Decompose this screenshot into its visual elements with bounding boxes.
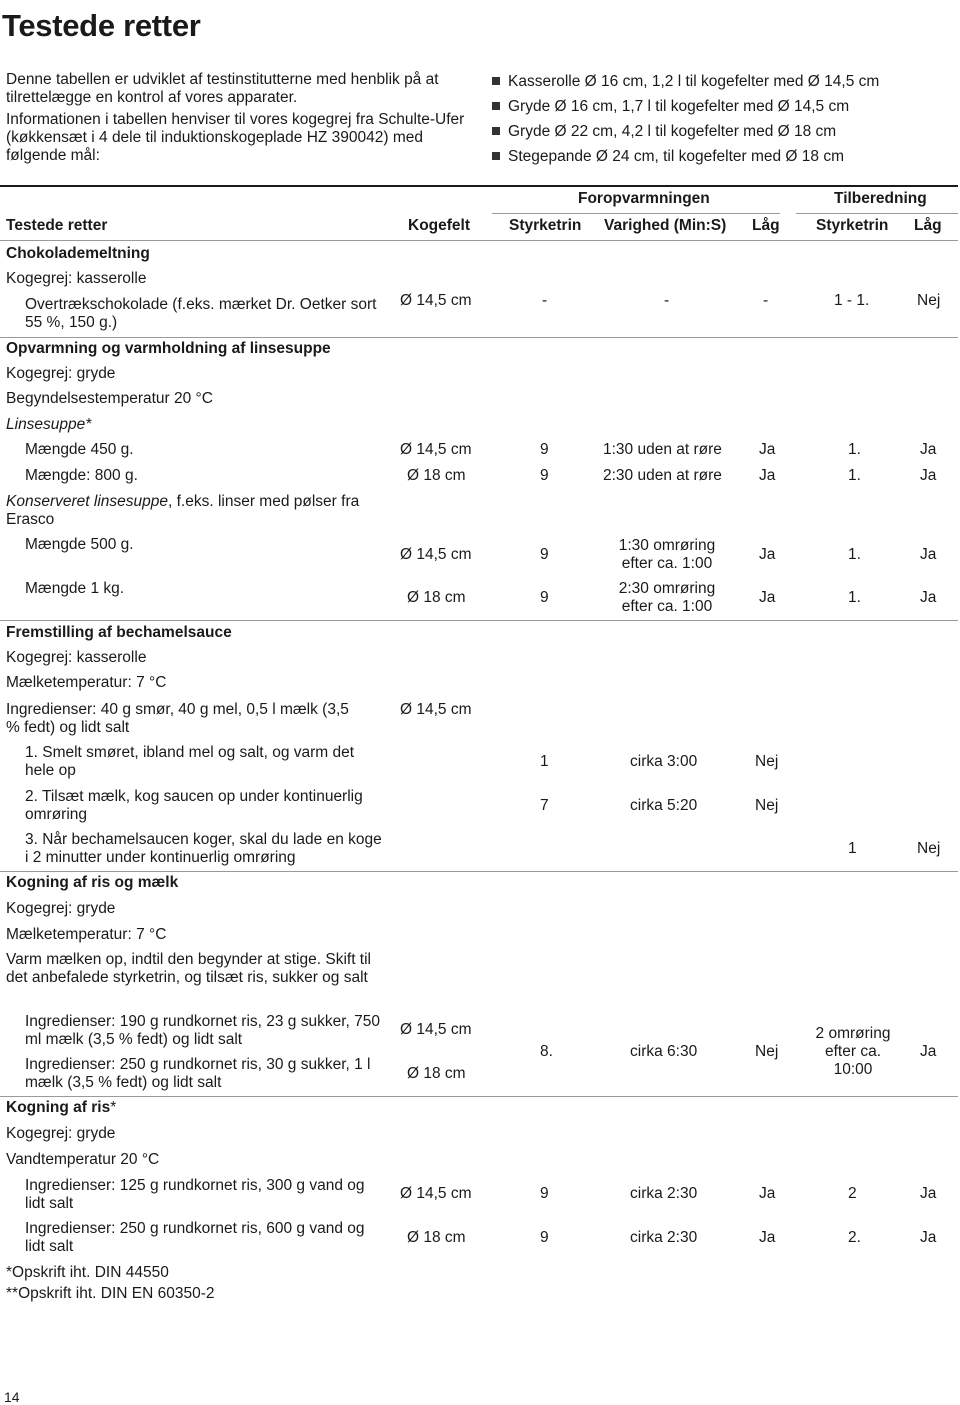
section-rule: [0, 337, 958, 338]
cell-varighed: cirka 6:30: [630, 1043, 698, 1060]
cell-varighed: cirka 2:30: [630, 1185, 698, 1202]
cell-varighed: -: [664, 292, 670, 309]
cell-varighed: 1:30 uden at røre: [603, 441, 722, 458]
cell-tilberedning-laag: Nej: [917, 840, 941, 857]
cell-styrketrin: 9: [540, 1229, 549, 1246]
cell-laag: Ja: [759, 441, 776, 458]
cell-laag: Ja: [759, 467, 776, 484]
section-rule: [0, 1096, 958, 1097]
table-row-label: 3. Når bechamelsaucen koger, skal du lade en koge i 2 minutter under kontinuerlig omrøring: [25, 831, 382, 866]
subsection-linsesuppe: Linsesuppe*: [6, 416, 92, 433]
ingredients: Ingredienser: 40 g smør, 40 g mel, 0,5 l mælk (3,5 % fedt) og lidt salt: [6, 701, 349, 736]
table-row-label: Ingredienser: 250 g rundkornet ris, 600 g vand og lidt salt: [25, 1220, 365, 1255]
cell-kogefelt: Ø 14,5 cm: [400, 292, 472, 309]
milk-temperature: Mælketemperatur: 7 °C: [6, 926, 167, 943]
cell-kogefelt: Ø 14,5 cm: [400, 546, 472, 563]
cell-tilberedning-laag: Ja: [920, 441, 937, 458]
cell-styrketrin: 9: [540, 441, 549, 458]
cell-varighed: 2:30 omrøring efter ca. 1:00: [618, 580, 716, 615]
instructions: Varm mælken op, indtil den begynder at stige. Skift til det anbefalede styrketrin, og tilsæt ris, sukker og salt: [6, 951, 371, 986]
section-title-ris-og-maelk: Kogning af ris og mælk: [6, 874, 179, 891]
table-row-label: Mængde: 800 g.: [25, 467, 138, 484]
bullet-square-icon: [492, 127, 500, 135]
cell-tilberedning-styrketrin: 1: [848, 840, 857, 857]
column-header-laag-2: Låg: [914, 217, 942, 234]
cell-styrketrin: 8.: [540, 1043, 553, 1060]
cell-tilberedning-laag: Ja: [920, 1043, 937, 1060]
bullet-square-icon: [492, 102, 500, 110]
section-title-linsesuppe: Opvarmning og varmholdning af linsesuppe: [6, 340, 331, 357]
column-header-kogefelt: Kogefelt: [408, 217, 470, 234]
header-rule: [0, 240, 958, 241]
cell-varighed: 1:30 omrøring efter ca. 1:00: [618, 537, 716, 572]
cookware-note: Kogegrej: kasserolle: [6, 649, 147, 666]
page-number: 14: [4, 1389, 20, 1405]
intro-text: [6, 71, 476, 169]
group-header-tilberedning: Tilberedning: [834, 190, 927, 207]
cell-tilberedning-laag: Ja: [920, 1229, 937, 1246]
intro-paragraph-1: Denne tabellen er udviklet af testinstitutterne med henblik på at tilrettelægge en kontrol af vores apparater.: [6, 71, 439, 106]
cookware-note: Kogegrej: gryde: [6, 900, 116, 917]
table-row-label: Mængde 1 kg.: [25, 580, 125, 597]
cell-styrketrin: 9: [540, 1185, 549, 1202]
list-item: Stegepande Ø 24 cm, til kogefelter med Ø 18 cm: [492, 147, 879, 172]
cell-tilberedning-styrketrin: 2: [848, 1185, 857, 1202]
cell-kogefelt: Ø 14,5 cm: [400, 701, 472, 718]
section-title-bechamel: Fremstilling af bechamelsauce: [6, 624, 232, 641]
bullet-square-icon: [492, 77, 500, 85]
cell-tilberedning-laag: Ja: [920, 467, 937, 484]
cell-varighed: cirka 3:00: [630, 753, 698, 770]
bullet-square-icon: [492, 152, 500, 160]
group-header-foropvarmning: Foropvarmningen: [578, 190, 710, 207]
cookware-list: [492, 72, 879, 172]
water-temperature: Vandtemperatur 20 °C: [6, 1151, 160, 1168]
table-row-label: Overtrækschokolade (f.eks. mærket Dr. Oetker sort 55 %, 150 g.): [25, 296, 377, 331]
table-row-label: Ingredienser: 125 g rundkornet ris, 300 g vand og lidt salt: [25, 1177, 365, 1212]
cell-laag: Ja: [759, 1229, 776, 1246]
footnote: *Opskrift iht. DIN 44550: [6, 1264, 169, 1281]
cell-styrketrin: -: [542, 292, 548, 309]
cell-varighed: cirka 2:30: [630, 1229, 698, 1246]
section-rule: [0, 871, 958, 872]
cell-tilberedning-styrketrin: 1.: [848, 546, 861, 563]
intro-paragraph-2: Informationen i tabellen henviser til vores kogegrej fra Schulte-Ufer (køkkensæt i 4 dele til induktionskogeplade HZ 390042) med følgende mål:: [6, 111, 465, 164]
table-row-label: 1. Smelt smøret, ibland mel og salt, og varm det hele op: [25, 744, 355, 779]
cell-laag: Nej: [755, 797, 779, 814]
table-row-label: Mængde 500 g.: [25, 536, 134, 553]
table-row-label: Ingredienser: 250 g rundkornet ris, 30 g sukker, 1 l mælk (3,5 % fedt) og lidt salt: [25, 1056, 371, 1091]
table-row-label: Mængde 450 g.: [25, 441, 134, 458]
subsection-konserveret-linsesuppe: Konserveret linsesuppe, f.eks. linser med pølser fra Erasco: [6, 493, 360, 528]
cell-kogefelt: Ø 14,5 cm: [400, 441, 472, 458]
list-item: Gryde Ø 22 cm, 4,2 l til kogefelter med Ø 18 cm: [492, 122, 879, 147]
cell-laag: Ja: [759, 1185, 776, 1202]
cell-kogefelt: Ø 18 cm: [407, 1065, 466, 1082]
cell-varighed: cirka 5:20: [630, 797, 698, 814]
cell-tilberedning-laag: Nej: [917, 292, 941, 309]
table-top-rule: [0, 185, 958, 187]
cell-kogefelt: Ø 14,5 cm: [400, 1185, 472, 1202]
cell-laag: Ja: [759, 589, 776, 606]
list-item: Kasserolle Ø 16 cm, 1,2 l til kogefelter med Ø 14,5 cm: [492, 72, 879, 97]
cell-kogefelt: Ø 18 cm: [407, 467, 466, 484]
cell-styrketrin: 7: [540, 797, 549, 814]
cell-laag: Nej: [755, 753, 779, 770]
list-item: Gryde Ø 16 cm, 1,7 l til kogefelter med Ø 14,5 cm: [492, 97, 879, 122]
section-title-chokolademeltning: Chokolademeltning: [6, 245, 150, 262]
footnote: **Opskrift iht. DIN EN 60350-2: [6, 1285, 215, 1302]
table-row-label: 2. Tilsæt mælk, kog saucen op under kontinuerlig omrøring: [25, 788, 363, 823]
cell-tilberedning-styrketrin: 1.: [848, 589, 861, 606]
cell-tilberedning-laag: Ja: [920, 589, 937, 606]
cell-tilberedning-laag: Ja: [920, 1185, 937, 1202]
column-header-testede-retter: Testede retter: [6, 217, 108, 234]
group-rule-tilberedning: [796, 213, 958, 214]
page-title: Testede retter: [2, 8, 201, 43]
group-rule-foropvarmning: [492, 213, 780, 214]
cell-styrketrin: 9: [540, 589, 549, 606]
milk-temperature: Mælketemperatur: 7 °C: [6, 674, 167, 691]
cell-kogefelt: Ø 18 cm: [407, 1229, 466, 1246]
cell-laag: Nej: [755, 1043, 779, 1060]
cell-tilberedning-styrketrin: 2.: [848, 1229, 861, 1246]
cell-tilberedning-styrketrin: 1 - 1.: [834, 292, 870, 309]
section-title-ris: Kogning af ris*: [6, 1099, 117, 1116]
cell-varighed: 2:30 uden at røre: [603, 467, 722, 484]
cell-tilberedning-styrketrin: 2 omrøring efter ca. 10:00: [815, 1025, 891, 1078]
cell-styrketrin: 9: [540, 546, 549, 563]
column-header-styrketrin-2: Styrketrin: [816, 217, 889, 234]
cookware-note: Kogegrej: gryde: [6, 365, 116, 382]
column-header-laag: Låg: [752, 217, 780, 234]
cell-tilberedning-laag: Ja: [920, 546, 937, 563]
cookware-note: Kogegrej: gryde: [6, 1125, 116, 1142]
cell-tilberedning-styrketrin: 1.: [848, 441, 861, 458]
cell-styrketrin: 9: [540, 467, 549, 484]
column-header-varighed: Varighed (Min:S): [604, 217, 727, 234]
section-rule: [0, 620, 958, 621]
table-row-label: Ingredienser: 190 g rundkornet ris, 23 g sukker, 750 ml mælk (3,5 % fedt) og lidt salt: [25, 1013, 380, 1048]
cell-tilberedning-styrketrin: 1.: [848, 467, 861, 484]
column-header-styrketrin: Styrketrin: [509, 217, 582, 234]
cell-styrketrin: 1: [540, 753, 549, 770]
cell-laag: Ja: [759, 546, 776, 563]
cell-laag: -: [763, 292, 769, 309]
cookware-note: Kogegrej: kasserolle: [6, 270, 147, 287]
cell-kogefelt: Ø 14,5 cm: [400, 1021, 472, 1038]
start-temperature: Begyndelsestemperatur 20 °C: [6, 390, 213, 407]
cell-kogefelt: Ø 18 cm: [407, 589, 466, 606]
